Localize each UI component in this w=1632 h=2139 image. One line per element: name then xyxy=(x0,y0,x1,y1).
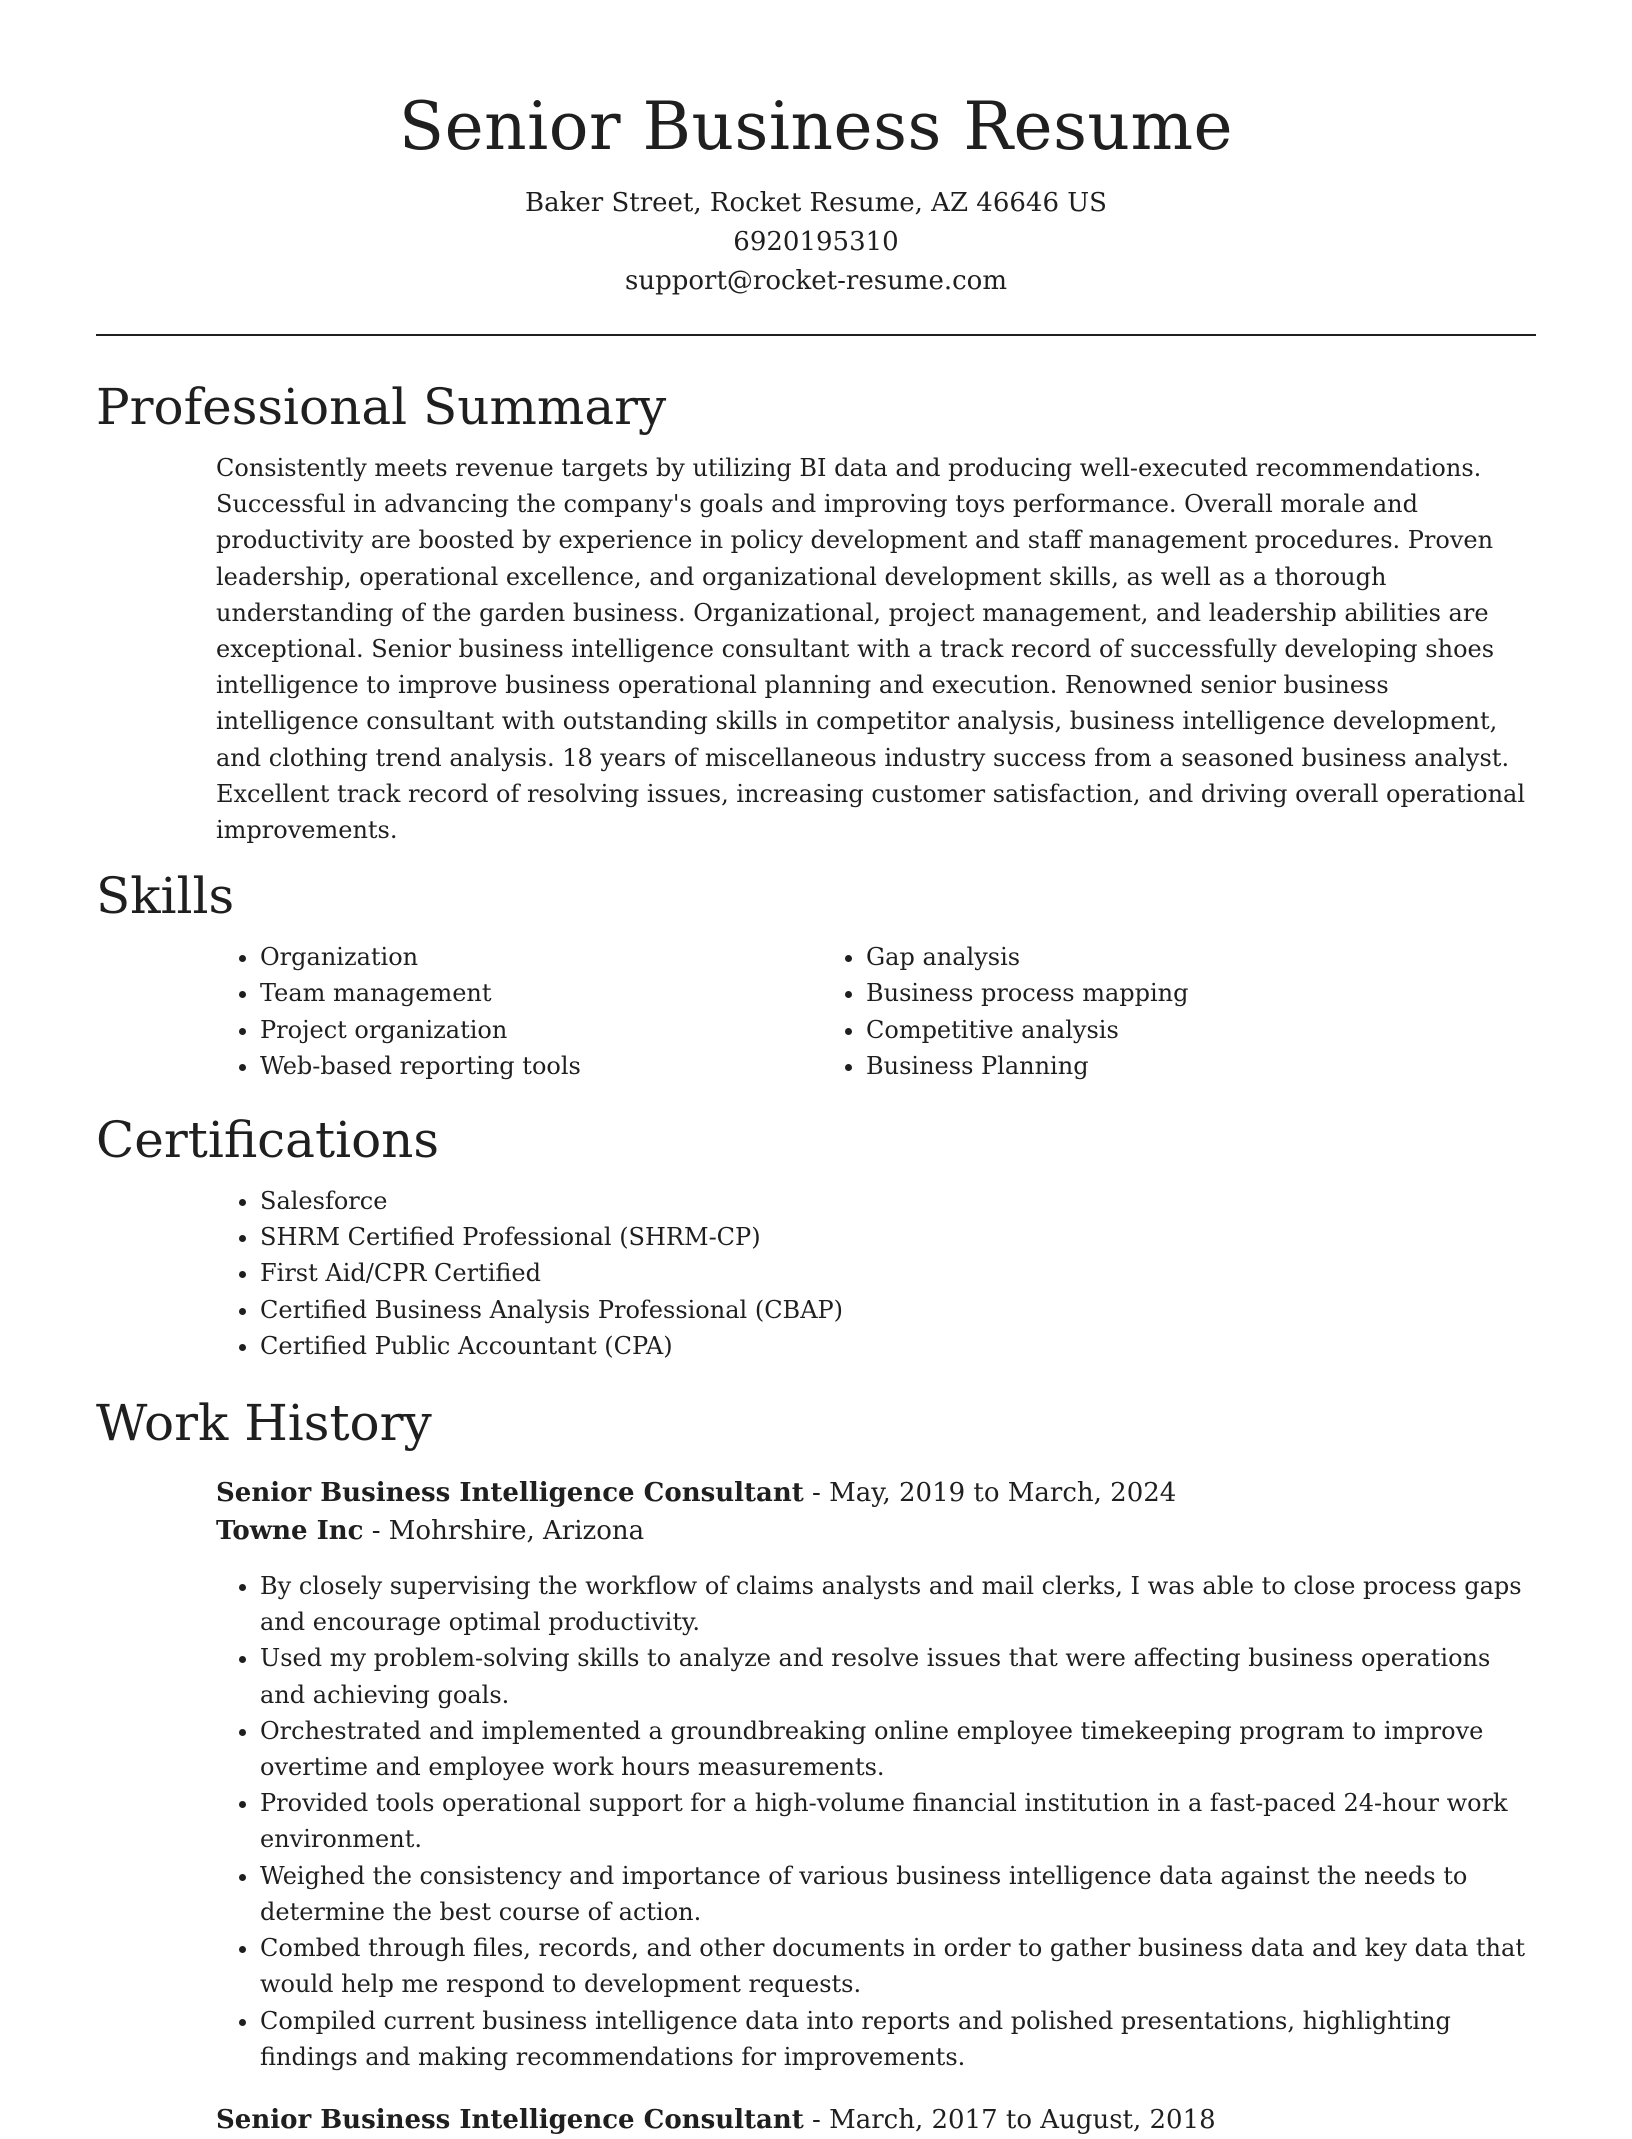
certification-item: • Certified Public Accountant (CPA) xyxy=(260,1328,1536,1364)
skill-item: • Business process mapping xyxy=(866,975,1536,1011)
certifications-list xyxy=(216,1183,1536,1364)
job-bullet: • Weighed the consistency and importance of various business intelligence data against the needs to determine the best course of action. xyxy=(260,1858,1536,1930)
job-bullet: • Combed through files, records, and other documents in order to gather business data and key data that would help me respond to development requests. xyxy=(260,1930,1536,2002)
skill-item: • Web-based reporting tools xyxy=(260,1048,822,1084)
job-location: - Mohrshire, Arizona xyxy=(363,1516,645,1547)
job-bullet: • By closely supervising the workflow of claims analysts and mail clerks, I was able to close process gaps and encourage optimal productivity. xyxy=(260,1568,1536,1640)
job-bullet: • Used my problem-solving skills to analyze and resolve issues that were affecting business operations and achieving goals. xyxy=(260,1640,1536,1712)
job-bullet: • Provided tools operational support for a high-volume financial institution in a fast-paced 24-hour work environment. xyxy=(260,1785,1536,1857)
job-bullet: • Compiled current business intelligence data into reports and polished presentations, highlighting findings and making recommendations for improvements. xyxy=(260,2003,1536,2075)
skill-item: • Project organization xyxy=(260,1012,822,1048)
skills-column-right xyxy=(822,939,1536,1084)
skill-item: • Organization xyxy=(260,939,822,975)
job-dates: - May, 2019 to March, 2024 xyxy=(803,1478,1177,1509)
skill-item: • Team management xyxy=(260,975,822,1011)
job-entry xyxy=(216,1474,1536,2075)
job-entry xyxy=(216,2101,1536,2139)
certification-item: • First Aid/CPR Certified xyxy=(260,1255,1536,1291)
address: Baker Street, Rocket Resume, AZ 46646 US xyxy=(525,188,1107,218)
summary-heading: Professional Summary xyxy=(96,378,667,436)
skill-item: • Gap analysis xyxy=(866,939,1536,975)
job-dates: - March, 2017 to August, 2018 xyxy=(803,2104,1216,2135)
email: support@rocket-resume.com xyxy=(624,266,1007,296)
header-divider xyxy=(96,334,1536,336)
job-company: Towne Inc xyxy=(216,1516,364,1547)
job-title-line xyxy=(216,1474,1536,1512)
resume-title: Senior Business Resume xyxy=(398,88,1234,165)
job-title-line xyxy=(216,2101,1536,2139)
contact-block xyxy=(96,184,1536,301)
job-bullet: • Orchestrated and implemented a groundbreaking online employee timekeeping program to improve overtime and employee work hours measurements. xyxy=(260,1713,1536,1785)
phone: 6920195310 xyxy=(733,227,899,257)
job-bullets xyxy=(216,1568,1536,2075)
certification-item: • Salesforce xyxy=(260,1183,1536,1219)
certifications-heading: Certifications xyxy=(96,1111,440,1170)
skill-item: • Competitive analysis xyxy=(866,1012,1536,1048)
certification-item: • Certified Business Analysis Professional (CBAP) xyxy=(260,1292,1536,1328)
skills-list xyxy=(216,939,1536,1084)
resume-page xyxy=(96,0,1536,2139)
certification-item: • SHRM Certified Professional (SHRM-CP) xyxy=(260,1219,1536,1255)
skills-heading: Skills xyxy=(96,867,235,926)
work-history-heading: Work History xyxy=(96,1394,432,1453)
job-title: Senior Business Intelligence Consultant xyxy=(216,2104,804,2135)
summary-text: Consistently meets revenue targets by utilizing BI data and producing well-executed recommendations. Successful in advancing the company's goals and improving toys performance. Overall morale and productivity are boosted by experience in policy development and staff management procedures. Proven leadership, operational excellence, and organizational development skills, as well as a thorough understanding of the garden business. Organizational, project management, and leadership abilities are exceptional. Senior business intelligence consultant with a track record of successfully developing shoes intelligence to improve business operational planning and execution. Renowned senior business intelligence consultant with outstanding skills in competitor analysis, business intelligence development, and clothing trend analysis. 18 years of miscellaneous industry success from a seasoned business analyst. Excellent track record of resolving issues, increasing customer satisfaction, and driving overall operational improvements. xyxy=(216,454,1526,845)
skills-column-left xyxy=(216,939,822,1084)
skill-item: • Business Planning xyxy=(866,1048,1536,1084)
job-company-line xyxy=(216,1512,1536,1550)
job-title: Senior Business Intelligence Consultant xyxy=(216,1478,804,1509)
